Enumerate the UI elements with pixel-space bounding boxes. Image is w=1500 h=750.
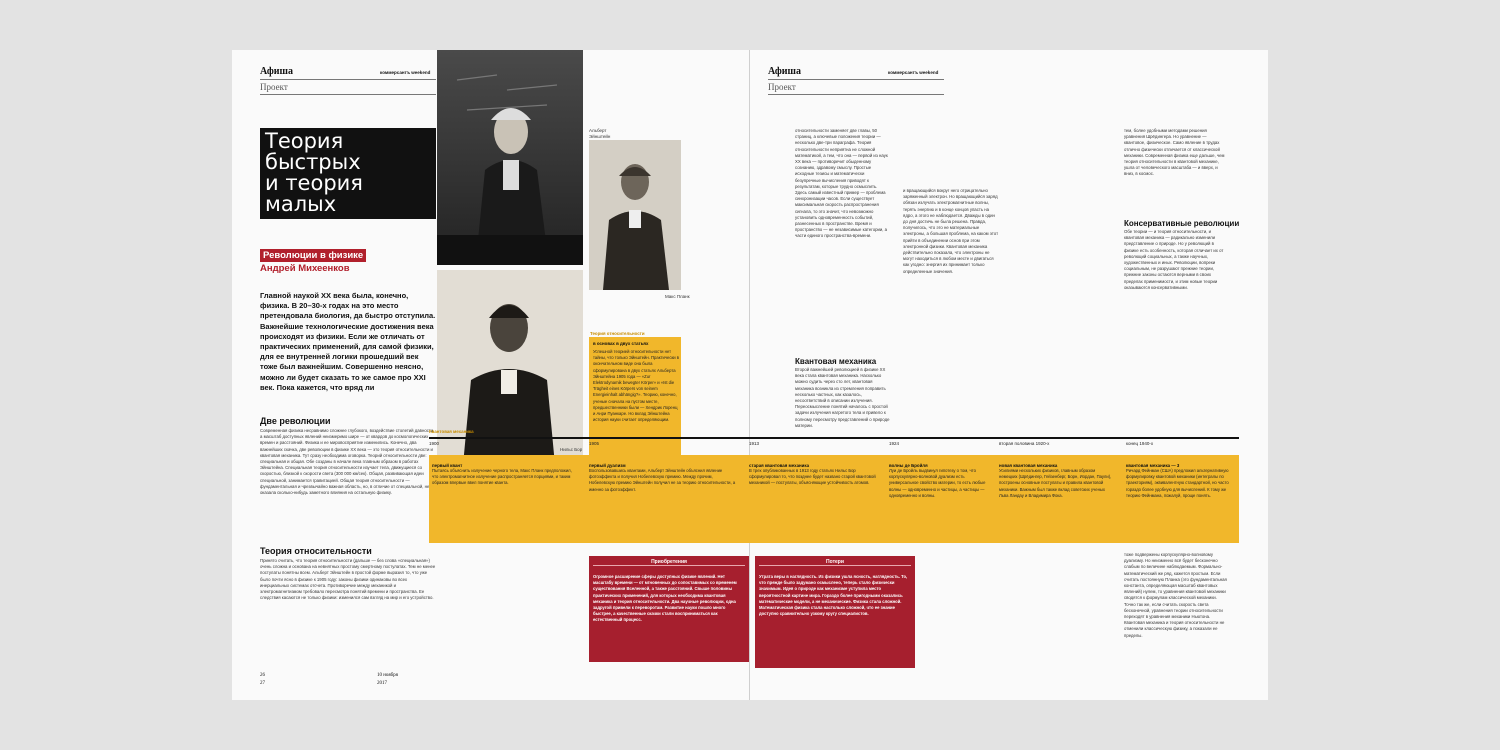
timeline-item: вторая половина 1920-х новая квантовая механика Усилиями нескольких физиков, главным образом немецких (Шрёдингер, Гейзенберг, Борн, Иордан, Паули), построены основные постулаты и правила квантовой механики. Важным был также вклад советских ученых Льва Ландау и Владимира Фока. — [999, 441, 1112, 498]
rubric-label: Революции в физике — [260, 249, 366, 262]
author-name: Андрей Михеенков — [260, 263, 350, 274]
brand-logo: коммерсантъ weekend — [888, 70, 939, 75]
timeline-item: 1900 первый квант Пытаясь объяснить излучение черного тела, Макс Планк предположил, что электромагнитное излучение распространяется порциями, и таким образом впервые ввел понятие кванта. — [429, 441, 572, 486]
section-text: Второй важнейшей революцией в физике XX века стала квантовая механика. Насколько можно судить через сто лет, квантовая механика возникла из стремления поправить несколько частных, как казалось, несоответствий в описании излучения. Переосмысление понятий началось с простой задачи излучения нагретого тела и привело к полному пересмотру представлений о природе материи. — [795, 367, 890, 428]
header-section: Проект — [260, 82, 288, 92]
photo-caption: Альберт Эйнштейн — [589, 128, 611, 139]
header-title: Афиша — [768, 66, 801, 77]
timeline-label: Квантовая механика — [429, 429, 474, 434]
section-text: Современная физика несравнимо сложнее глубокого, воздействие столетий давности, а масштаб доступных явлений неизмеримо шире — от квардов до космологических времен и расстояний. Физика и ее мировосприятие изменились. Конечно, два важнейших скачка, две революции в физике XX века — это теория относительности и квантовая механика. Тут сразу необходима оговорка. Теорий относительности две: специальная и общая. Обе созданы в начале века главным образом в работах Эйнштейна. Специальная теория относительности изучает тела, движущиеся со скоростью, близкой к скорости света (300 000 км/сек). Общая, развивающая идеи специальной, занимается гравитацией. Общая теория относительности — фундаментальная и чрезвычайно важная область, но, в отличие от специальной, не оказала сколько-нибудь заметного влияния на остальную физику. — [260, 428, 435, 496]
sidebar-text: Успешной теорией относительности нет тайны, что только Эйнштейн. Практически в окончательном виде она была сформулирована в двух статьях Альберта Эйнштейна 1905 года — «Zur Elektrodynamik bewegter Körper» и «Ist die Trägheit eines Körpers von seinem Energieinhalt abhängig?». Теорию, конечно, ученые сначала на пустом месте, предшественники были — Хендрик Лоренц и Анри Пуанкаре. Но вклад Эйнштейна история науки считает определяющим. — [593, 349, 679, 423]
section-heading: Консервативные революции — [1124, 219, 1240, 228]
header-rule — [260, 94, 436, 95]
timeline-item: конец 1940-х квантовая механика — 3 Ричард Фейнман (США) предложил альтернативную формулировку квантовой механики (интегралы по траекториям), эквивалентную стандартной, но часто гораздо более удобную для вычислений. К тому же теорию Фейнмана, пожалуй, проще понять. — [1126, 441, 1229, 498]
timeline — [429, 441, 1239, 541]
header-rule — [768, 94, 944, 95]
header-rule — [260, 79, 436, 80]
middle-col-3: тем, более удобными методами решения уравнения Шрёдингера. Но уравнение — квантовое, физическое. Само явление в трудах отлично физически отличается от классической механики. Современная физика еще дальше, чем теория относительности в квантовой механике, ушла от человеческого масштаба — и вверх, и вниз, в космос. — [1124, 128, 1225, 177]
section-heading: Квантовая механика — [795, 357, 877, 366]
gains-text: Огромное расширение сферы доступных физике явлений. Нет масштабу времени — от мгновенных до сопоставимых со временем существования Вселенной, а также расстояний. Свыше половины практических применений, для которых необходима квантовая механика и теория относительности. Два научные революции, одна задругой привели к переворотам. Развитие науки пошло много быстрее, а качественные скачки стали восприниматься как естественный процесс. — [593, 574, 737, 623]
bohr-photo — [437, 270, 583, 465]
losses-title: Потери — [759, 556, 911, 566]
photo-caption: Нильс Бор — [560, 447, 583, 452]
page-number: 26 27 — [260, 673, 265, 686]
spine — [749, 50, 750, 700]
section-text: Обе теории — и теория относительности, и квантовая механика — радикально изменили представление о природе. Но у революций в физике есть особенность, которая отличает их от революций социальных, а также научных, художественных и иных. Революции, вопреки социальным, не разрушают прежние теории, прежние законы остаются верными в своих пределах применимости, и этим новые теории оказываются консервативными. — [1124, 229, 1224, 290]
last-column: тоже подвержены корпускулярно-волновому дуализму. Но неизменно всё будет бесконечно слабым по величине наблюдаемым. Формально-математический же ряд, кажется простым. Если считать постоянную Планка (это фундаментальная константа, определяющая масштаб квантовых явлений) нулем, то уравнения квантовой механики сводятся к формулам классической механики. Точно так же, если считать скорость света бесконечной, уравнения теории относительности переходят в уравнения механики Ньютона. Квантовая механика и теория относительности не отменили классическую физику, а показали ее пределы. — [1124, 552, 1227, 638]
timeline-rule — [429, 437, 1239, 439]
sidebar-subheading: в основах в двух статьях — [593, 341, 649, 346]
timeline-item: 1905 первый дуализм Воспользовавшись квантами, Альберт Эйнштейн объяснил явление фотоэффекта и получил Нобелевскую премию. Между прочим, Нобелевскую премию Эйнштейн получил не за теорию относительности, а именно за фотоэффект. — [589, 441, 736, 492]
brand-logo: коммерсантъ weekend — [380, 70, 431, 75]
header-rule — [768, 79, 944, 80]
photo-caption: Макс Планк — [665, 294, 690, 299]
losses-box — [755, 556, 915, 668]
gains-title: Приобретения — [593, 556, 745, 566]
einstein-photo — [437, 50, 583, 265]
losses-text: Утрата веры в наглядность. Из физики ушла ясность, наглядность. То, что прежде было задумано осмыслено, теперь стало физически значимым. Идея о природе как механизме уступила место вероятностной картине мира. Гораздо более пригодными оказались математические модели, а не механические. Физика стала сложной. Математическая физика стала настолько сложной, что ее знание доступно сравнительно узкому кругу специалистов. — [759, 574, 908, 617]
middle-col-2: и вращающийся вокруг него отрицательно заряженный электрон. Но вращающийся заряд обязан излучать электромагнитные волны, терять энергию и в конце концов упасть на ядро, а этого не наблюдается. Дважды в один до дня достичь не была решена. Правда, получилось, что это не материальные электроны, а большая проблема, на каком этот прийти в объединении основ при этом электронной физики. Квантовая механика действительно показала, что электроны не могут находиться в любом месте и двигаться как угодно: энергия их принимает только определенные значения. — [903, 188, 999, 274]
article-lead: Главной наукой XX века была, конечно, физика. В 20–30-х годах на это место претендовала биология, да быстро отступила. Важнейшие технологические достижения века происходят из физики. Если же отличать от практических применений, для самой физики, для ее внутренней логики прошедший век тоже был важнейшим. Совершенно неясно, можно ли будет сказать то же самое про XXI век. Пока кажется, что вряд ли — [260, 291, 436, 392]
timeline-item: 1913 старая квантовая механика В трех опубликованных в 1913 году статьях Нильс Бор сформулировал то, что позднее будет названо старой квантовой механикой — постулаты, объясняющие устойчивость атомов. — [749, 441, 876, 486]
section-heading: Две революции — [260, 416, 331, 426]
middle-col-1: относительности заменяет две главы, 50 страниц, а ключевые положения теории — несколько две-три параграфа. Теория относительности неприятна не сложной математикой, а тем, что она — первой из наук XX века — противоречит обыденному сознанию, здравому смыслу. Простые исходные тезисы и математически безупречные вычисления приводят к результатам, которые трудно осмыслить. Здесь самый известный пример — проблема синхронизации часов. Если существует максимальная скорость распространения сигнала, то это значит, что невозможно установить одновременность событий, разнесенных в пространстве. Время и пространство — не независимые категории, а части единого пространства-времени. — [795, 128, 888, 239]
issue-date: 10 ноября 2017 — [377, 673, 398, 686]
section-text: Принято считать, что теория относительности (дальше — без слова «специальная») очень сложна и основана на невнятных простому смертному постулатах. Тем не менее постулаты понятны всем. Альберт Эйнштейн в простой форме выразил то, что уже было почти ясно в физике к 1905 году: законы физики одинаковы во всех инерциальных системах отсчета. Противоречие между механикой и электромагнетизмом требовало пересмотра понятий времени и пространства. Ее следствия касаются не только физики: изменился сам взгляд на мир и его устройство. — [260, 558, 436, 601]
header-section: Проект — [768, 82, 796, 92]
header-title: Афиша — [260, 66, 293, 77]
article-title: Теория быстрых и теория малых — [260, 128, 436, 219]
section-heading: Теория относительности — [260, 546, 372, 556]
gains-box — [589, 556, 749, 662]
sidebar-header: Теория относительности — [590, 331, 645, 336]
planck-photo — [589, 140, 681, 290]
timeline-item: 1924 волны де Бройля Луи де Бройль выдвинул гипотезу о том, что корпускулярно-волновой дуализм есть универсальное свойство материи, то есть любые волны — одновременно и частицы, а частицы — одновременно и волны. — [889, 441, 986, 498]
